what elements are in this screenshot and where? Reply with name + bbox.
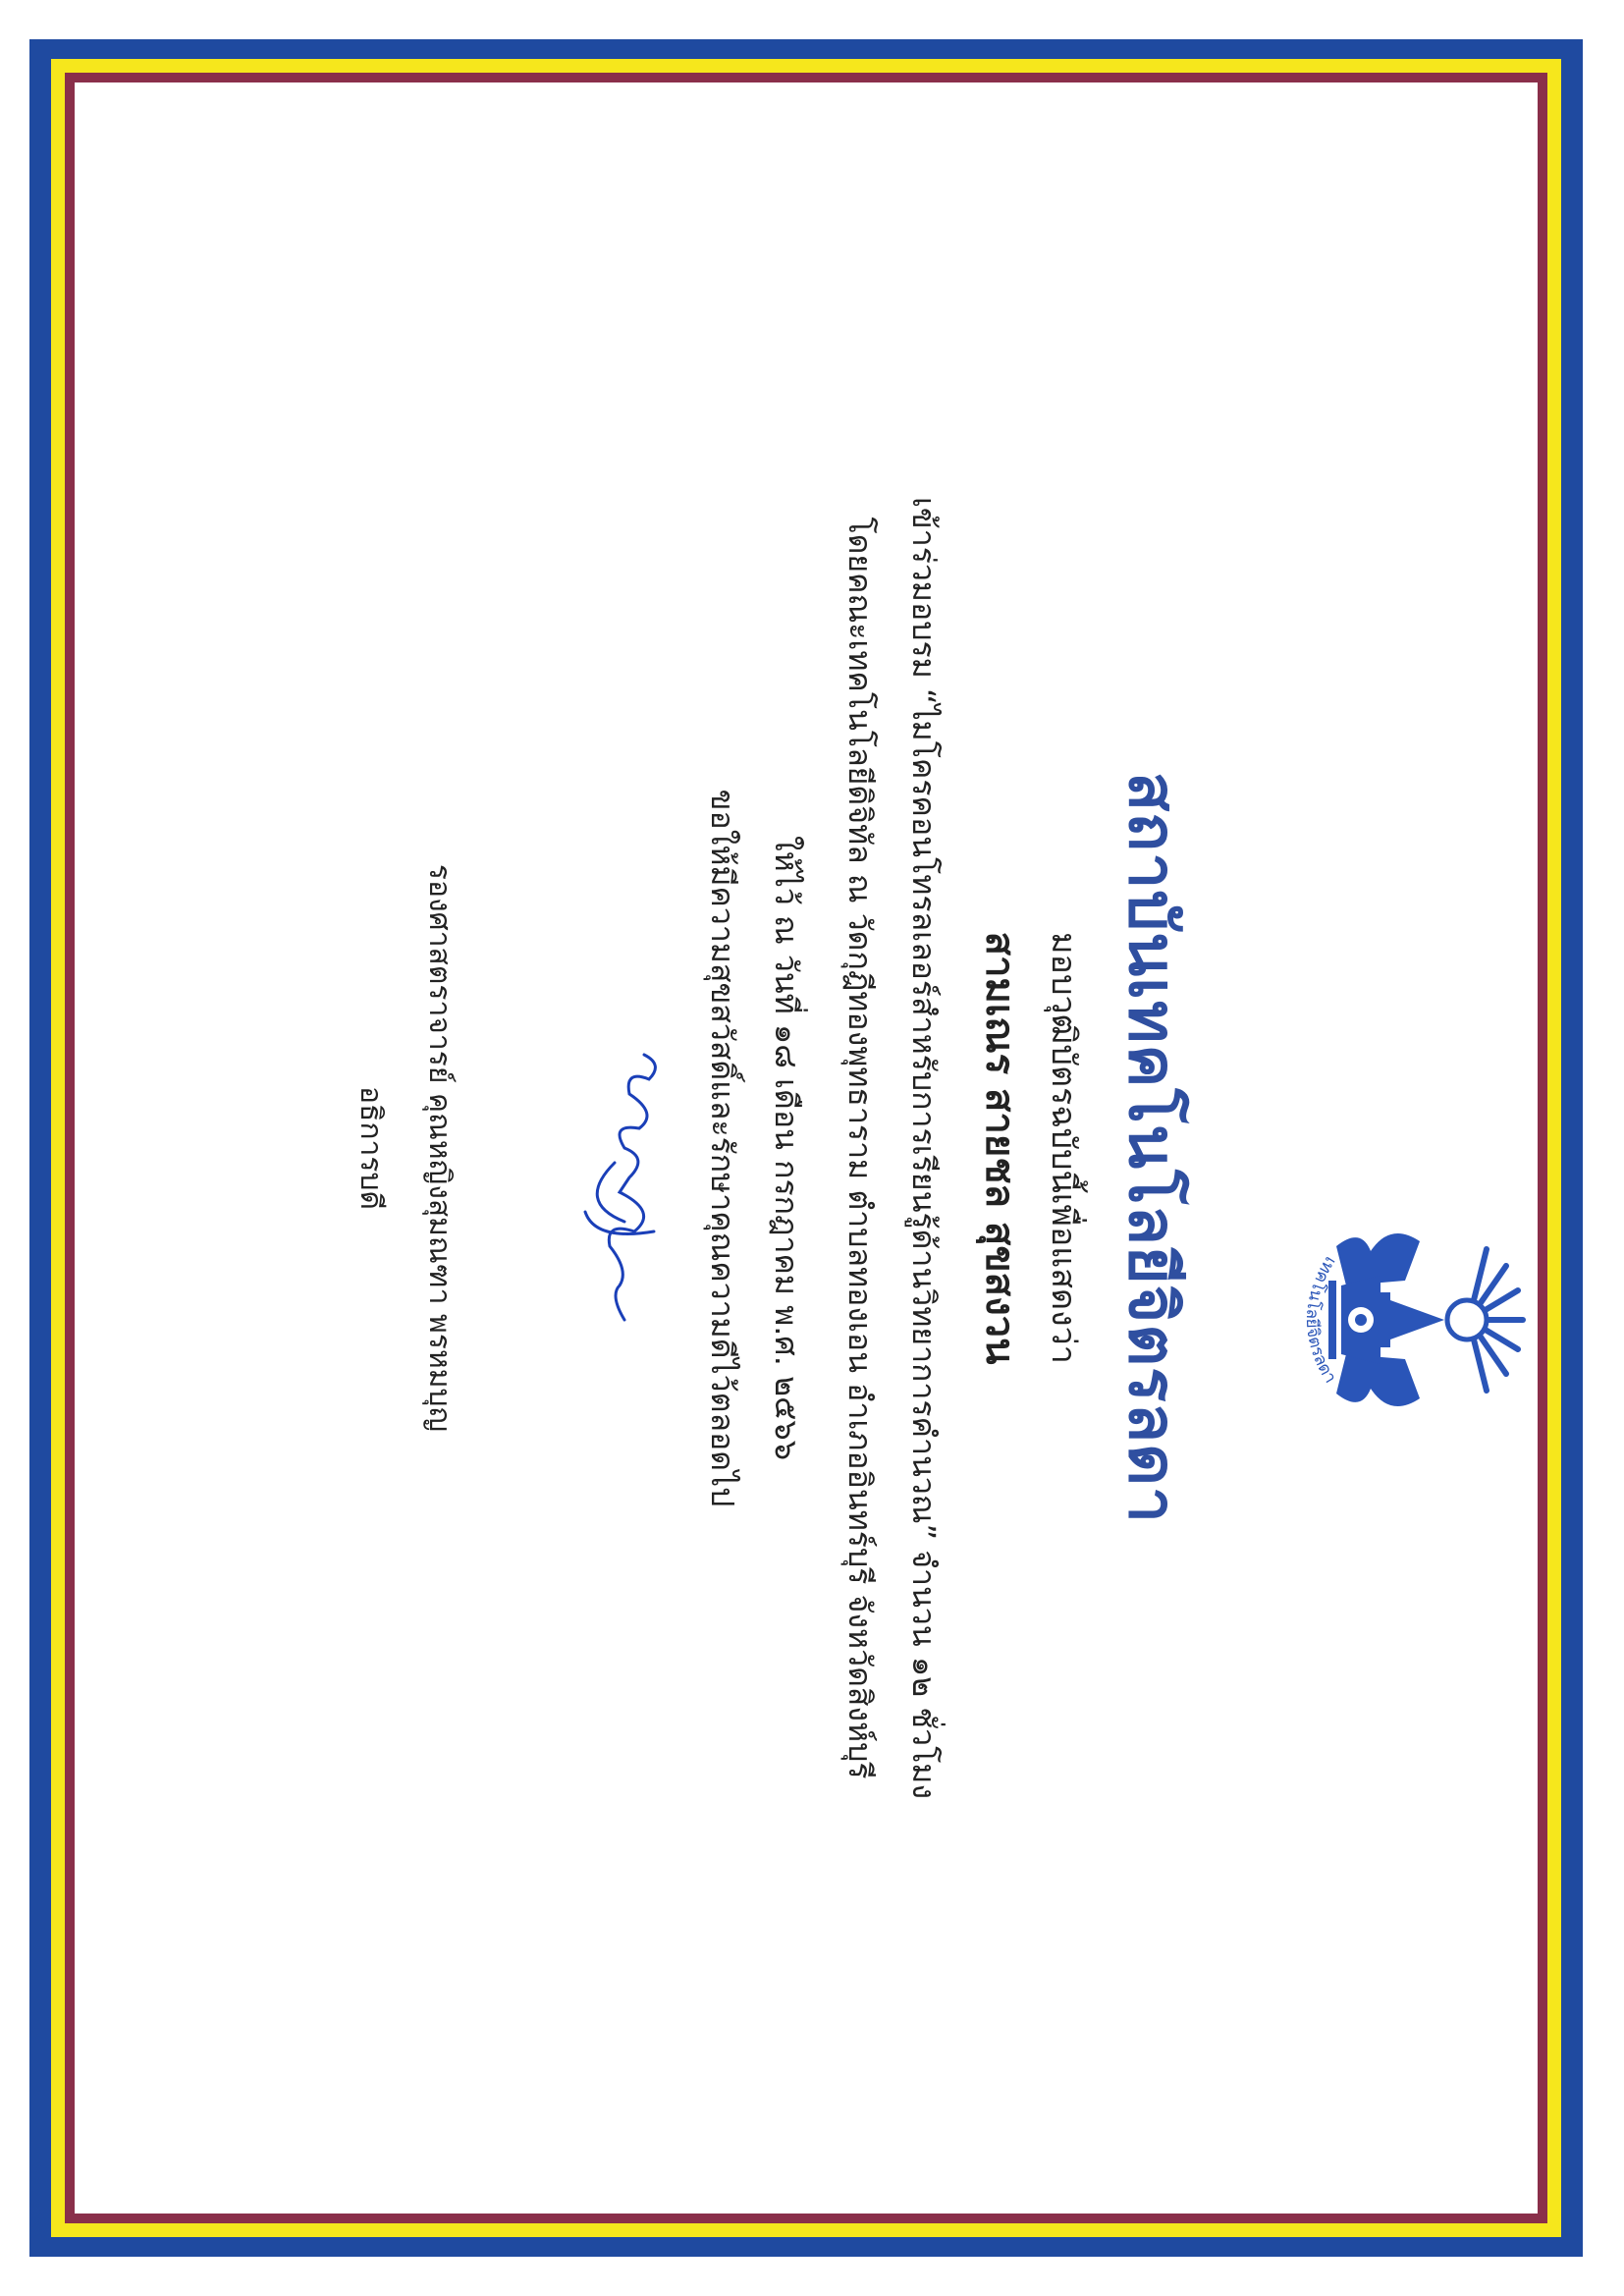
presented-line: มอบวุฒิบัตรฉบับนี้เพื่อแสดงว่า [1044,932,1083,1364]
signature-icon [566,1045,683,1339]
date-line: ให้ไว้ ณ วันที่ ๑๘ เดือน กรกฎาคม พ.ศ. ๒๕๖๖ [768,836,805,1460]
participation-line: เข้าร่วมอบรม “ไมโครคอนโทรลเลอร์สำหรับการเรียนรู้ด้านวิทยาการคำนวณ” จำนวน ๑๒ ชั่วโมง [905,496,943,1800]
blessing-line: ขอให้มีความสุขสวัสดิ์และรักษาคุณความดีไว้ตลอดไป [704,789,741,1507]
signer-name: รองศาสตราจารย์ คุณหญิงสุมณฑา พรหมบุญ [422,863,457,1433]
organizer-line: โดยคณะเทคโนโลยีดิจิทัล ณ วัดกุฎีทองพุทธาราม ตำบลทองเอน อำเภออินทร์บุรี จังหวัดสิงห์บุรี [841,517,879,1779]
logo-text: เทคโนโลยีจิตรลดา [1301,1252,1340,1388]
certificate-content [75,82,1538,2214]
institution-logo [1253,1182,1538,1457]
recipient-name: สามเณร สายชล สุขสงวน [977,931,1022,1365]
logo-ribbon [1253,1182,1538,1457]
signer-position: อธิการบดี [353,1086,388,1210]
institution-title: สถาบันเทคโนโลยีจิตรลดา [1115,771,1187,1524]
svg-text:เทคโนโลยีจิตรลดา [1302,1253,1340,1387]
certificate-body [75,82,1538,2214]
